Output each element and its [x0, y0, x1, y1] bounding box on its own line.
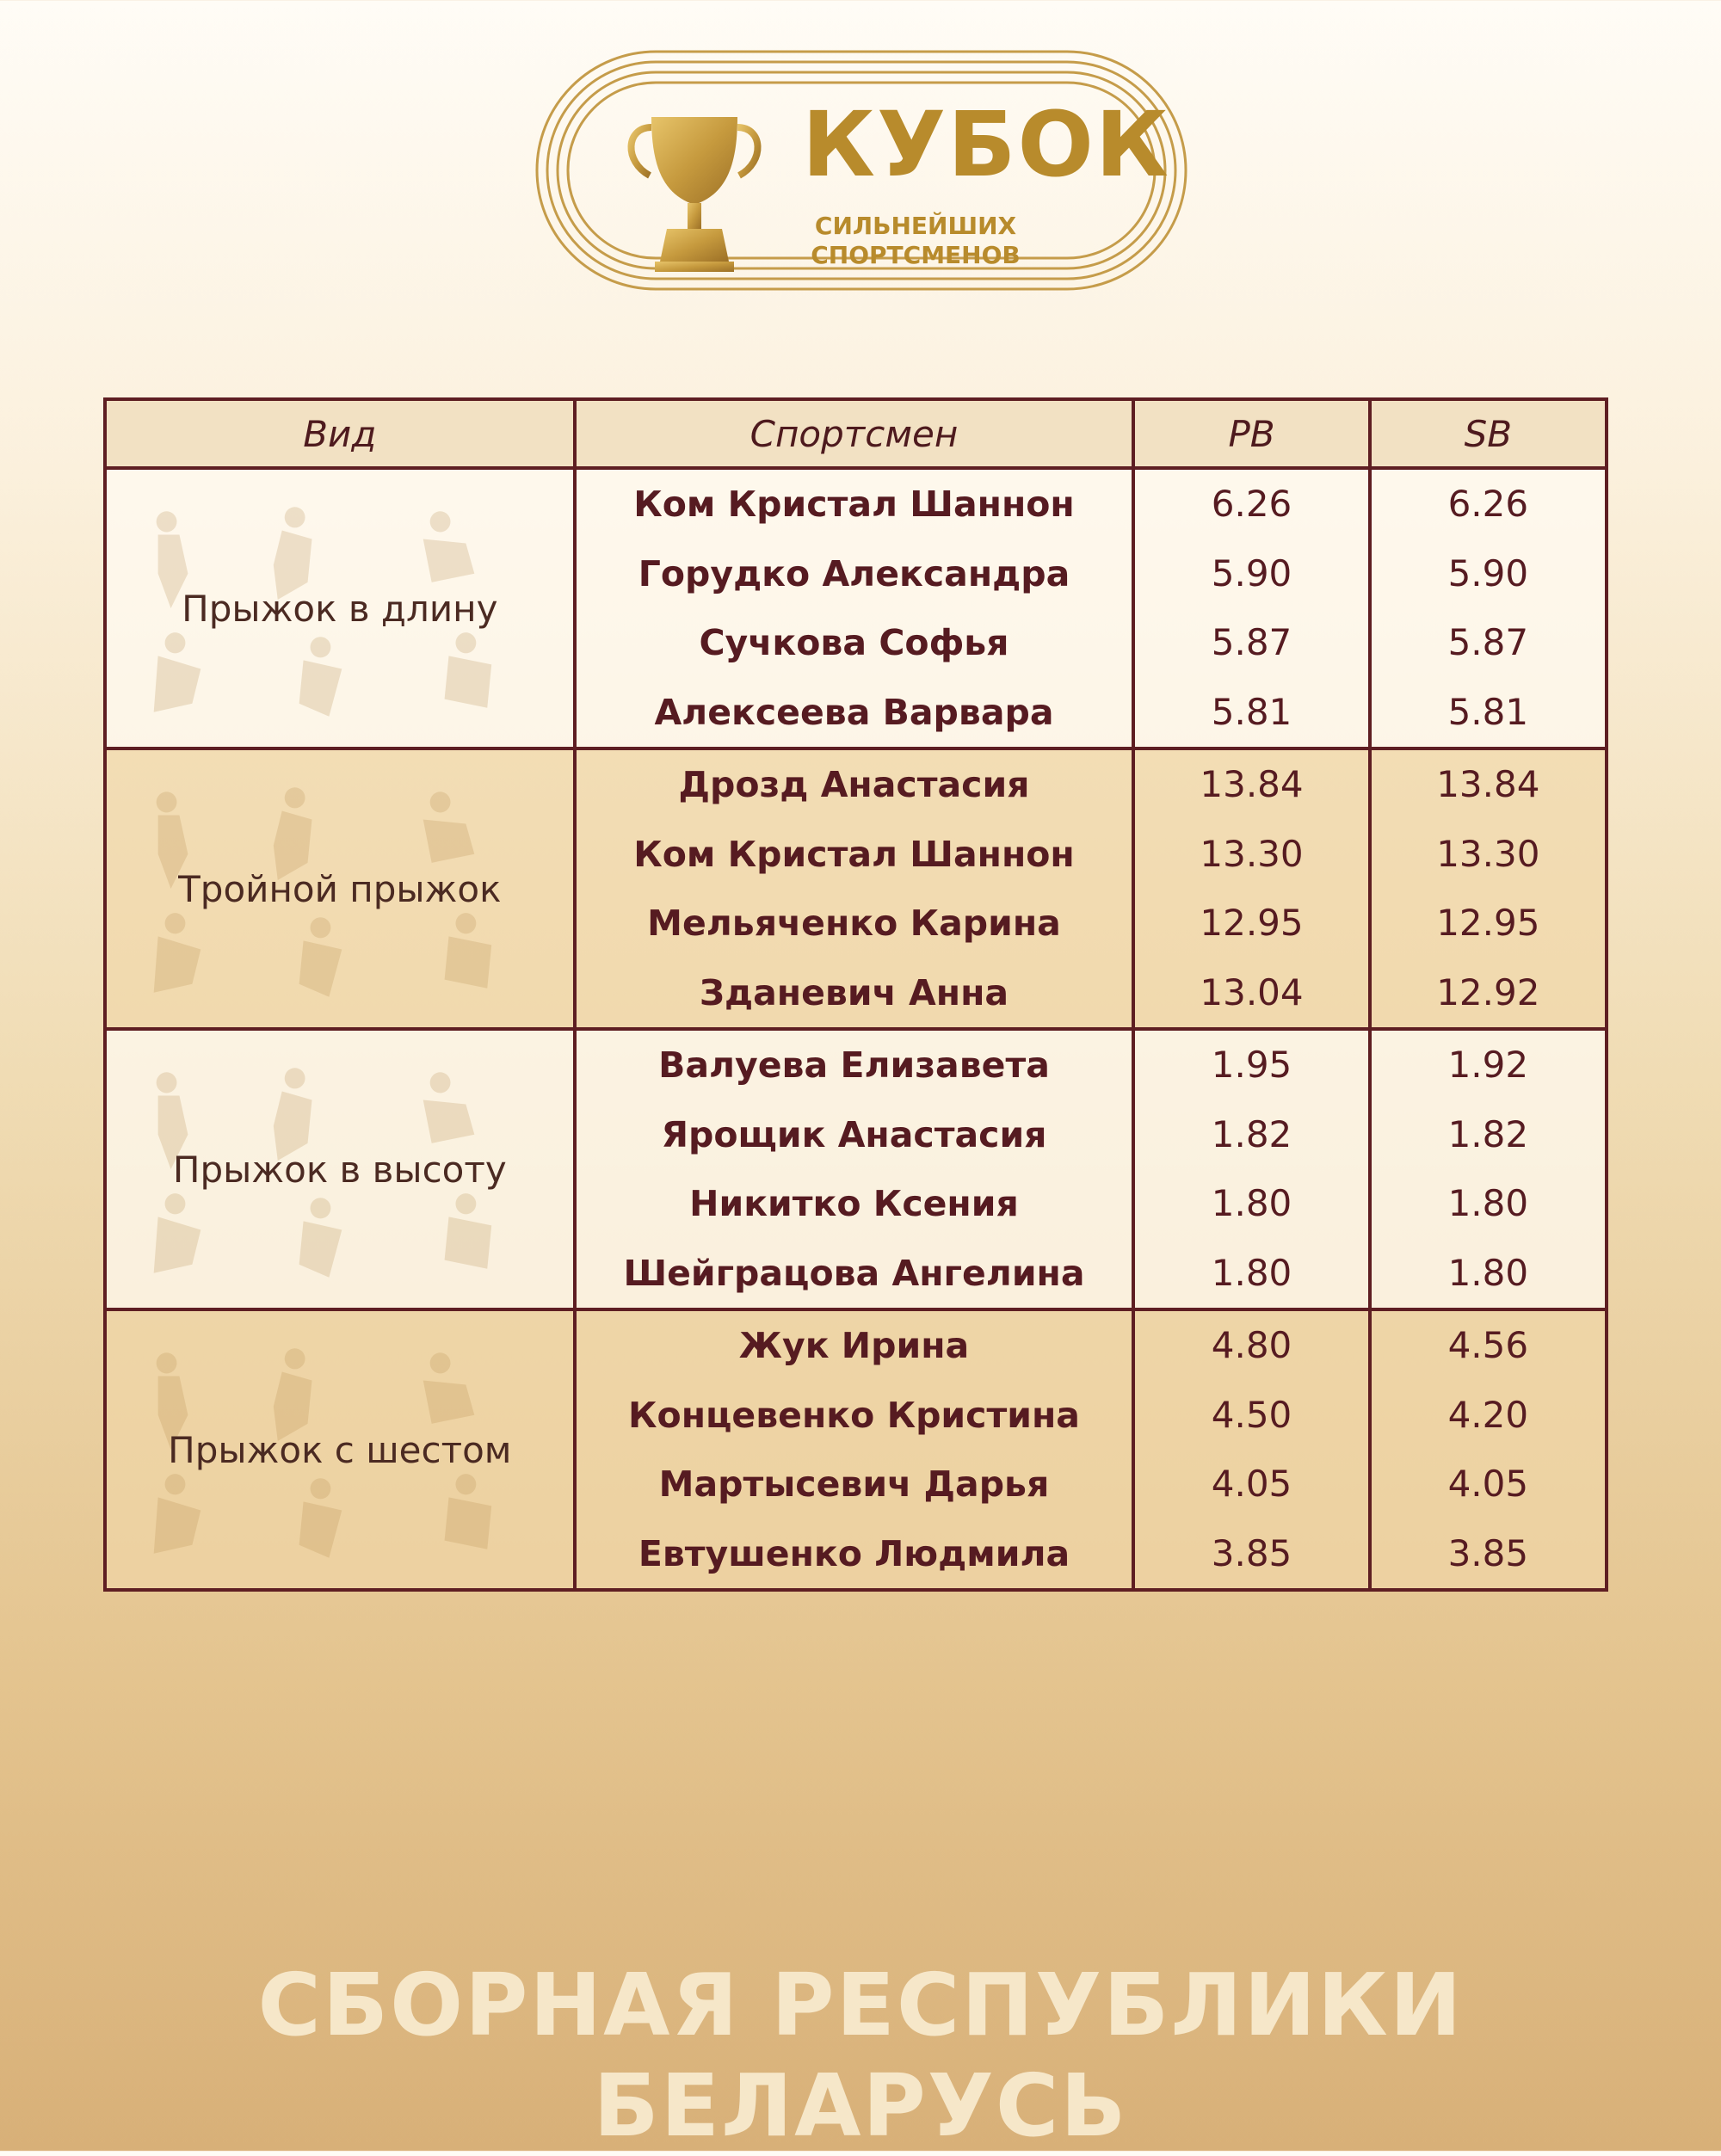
pb-value: 1.80: [1211, 1251, 1292, 1294]
results-table: [103, 397, 1608, 1592]
logo-subtitle-line2: СПОРТСМЕНОВ: [811, 241, 1021, 269]
pb-value-cell: [1133, 1309, 1369, 1590]
sb-value: 4.05: [1447, 1463, 1529, 1505]
sb-value: 5.87: [1447, 621, 1529, 663]
sb-value: 3.85: [1447, 1531, 1529, 1574]
sb-value-cell: [1370, 468, 1607, 748]
athlete-name: Дрозд Анастасия: [678, 764, 1030, 805]
sb-value: 1.82: [1447, 1112, 1529, 1155]
athlete-name: Валуева Елизавета: [658, 1044, 1050, 1086]
athlete-name: Зданевич Анна: [699, 971, 1009, 1013]
pb-value: 1.95: [1211, 1044, 1292, 1086]
pb-value: 12.95: [1200, 902, 1304, 944]
event-group-row: [105, 1309, 1607, 1590]
pb-value: 5.87: [1211, 621, 1292, 663]
event-group-row: [105, 748, 1607, 1029]
athlete-name-cell: [575, 468, 1134, 748]
sb-value: 5.81: [1447, 690, 1529, 733]
athlete-name: Мартысевич Дарья: [658, 1463, 1050, 1505]
athlete-name: Сучкова Софья: [699, 622, 1009, 663]
athlete-name: Никитко Ксения: [689, 1183, 1019, 1224]
sb-value-cell: [1370, 748, 1607, 1029]
pb-value: 13.84: [1200, 763, 1304, 805]
logo-title: КУБОК: [802, 92, 1170, 197]
event-cell: [105, 1029, 575, 1309]
sb-value: 5.90: [1447, 551, 1529, 594]
pb-value-cell: [1133, 748, 1369, 1029]
event-cell: [105, 748, 575, 1029]
athlete-name-cell: [575, 1309, 1134, 1590]
pb-value: 5.81: [1211, 690, 1292, 733]
athlete-name: Мельяченко Карина: [647, 902, 1061, 944]
table-header-row: [105, 399, 1607, 468]
header-event: Вид: [105, 399, 575, 468]
sb-value-cell: [1370, 1029, 1607, 1309]
sb-value: 13.30: [1436, 832, 1540, 875]
athlete-name: Ком Кристал Шаннон: [633, 484, 1075, 525]
athlete-name-cell: [575, 1029, 1134, 1309]
athlete-name-cell: [575, 748, 1134, 1029]
athlete-name: Жук Ирина: [738, 1325, 970, 1366]
pb-value: 6.26: [1211, 483, 1292, 525]
pb-value: 4.05: [1211, 1463, 1292, 1505]
event-name: Прыжок с шестом: [168, 1428, 512, 1471]
sb-value: 4.20: [1447, 1393, 1529, 1436]
athlete-name: Ком Кристал Шаннон: [633, 833, 1075, 875]
sb-value: 12.95: [1436, 902, 1540, 944]
athlete-name: Алексеева Варвара: [654, 691, 1054, 733]
pb-value: 3.85: [1211, 1531, 1292, 1574]
event-group-row: [105, 468, 1607, 748]
sb-value: 1.80: [1447, 1182, 1529, 1224]
sb-value-cell: [1370, 1309, 1607, 1590]
sb-value: 13.84: [1436, 763, 1540, 805]
sb-value: 1.80: [1447, 1251, 1529, 1294]
sb-value: 4.56: [1447, 1324, 1529, 1366]
pb-value: 1.80: [1211, 1182, 1292, 1224]
event-group-row: [105, 1029, 1607, 1309]
event-name: Прыжок в высоту: [172, 1148, 507, 1191]
pb-value: 4.80: [1211, 1324, 1292, 1366]
event-name: Тройной прыжок: [178, 867, 502, 910]
pb-value-cell: [1133, 468, 1369, 748]
pb-value: 13.30: [1200, 832, 1304, 875]
pb-value: 13.04: [1200, 970, 1304, 1013]
pb-value-cell: [1133, 1029, 1369, 1309]
event-cell: [105, 1309, 575, 1590]
logo-subtitle-line1: СИЛЬНЕЙШИХ: [814, 212, 1017, 240]
sb-value: 1.92: [1447, 1044, 1529, 1086]
pb-value: 4.50: [1211, 1393, 1292, 1436]
event-name: Прыжок в длину: [182, 587, 498, 630]
pb-value: 1.82: [1211, 1112, 1292, 1155]
athlete-name: Концевенко Кристина: [628, 1394, 1080, 1436]
header-pb: PB: [1133, 399, 1369, 468]
event-cell: [105, 468, 575, 748]
sb-value: 12.92: [1436, 970, 1540, 1013]
cup-logo: [535, 50, 1187, 291]
header-athlete: Спортсмен: [575, 399, 1134, 468]
team-title: СБОРНАЯ РЕСПУБЛИКИ БЕЛАРУСЬ: [257, 1955, 1464, 2156]
pb-value: 5.90: [1211, 551, 1292, 594]
athlete-name: Горудко Александра: [638, 552, 1070, 594]
athlete-name: Евтушенко Людмила: [638, 1532, 1070, 1574]
athlete-name: Шейграцова Ангелина: [623, 1252, 1085, 1294]
sb-value: 6.26: [1447, 483, 1529, 525]
trophy-icon: [617, 108, 772, 280]
header-sb: SB: [1370, 399, 1607, 468]
logo-subtitle: [804, 212, 1027, 270]
athlete-name: Ярощик Анастасия: [661, 1113, 1047, 1155]
